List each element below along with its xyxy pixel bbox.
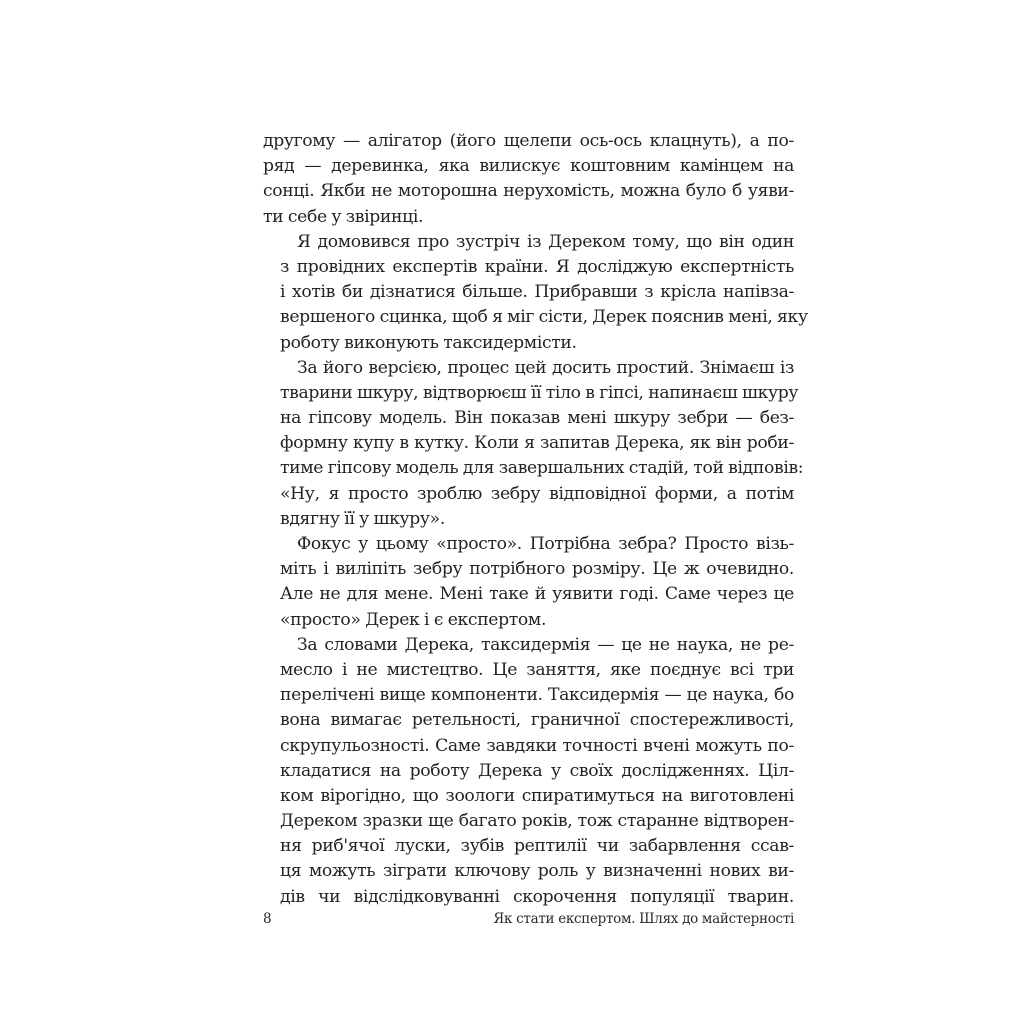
paragraph-2 <box>263 230 808 356</box>
text-line: месло і не мистецтво. Це заняття, яке поєднує всі три <box>280 659 794 680</box>
text-line: сонці. Якби не моторошна нерухомість, можна було б уяви- <box>263 181 794 202</box>
paragraph-5 <box>263 633 794 910</box>
text-line: ряд — деревинка, яка вилискує коштовним камінцем на <box>263 156 794 177</box>
text-line: тварини шкуру, відтворюєш її тіло в гіпсі, напинаєш шкуру <box>280 382 799 403</box>
text-line: другому — алігатор (його щелепи ось-ось клацнуть), а по- <box>263 131 794 151</box>
text-line: роботу виконують таксидермісти. <box>280 332 577 353</box>
paragraph-3 <box>263 356 804 532</box>
text-line: ти себе у звіринці. <box>263 206 424 227</box>
text-line: Але не для мене. Мені таке й уявити годі. Саме через це <box>280 584 794 605</box>
body-text <box>263 129 808 910</box>
text-line: ня риб'ячої луски, зубів рептилії чи забарвлення ссав- <box>280 836 794 857</box>
text-line: з провідних експертів країни. Я досліджую експертність <box>280 256 794 277</box>
text-line: вдягну її у шкуру». <box>280 508 445 529</box>
text-line: скрупульозності. Саме завдяки точності вчені можуть по- <box>280 735 794 756</box>
text-line: За словами Дерека, таксидермія — це не наука, не ре- <box>297 634 794 655</box>
text-line: За його версією, процес цей досить простий. Знімаєш із <box>297 357 794 378</box>
text-line: дів чи відслідковуванні скорочення популяції тварин. <box>280 886 794 907</box>
paragraph-1 <box>263 129 794 230</box>
text-line: Фокус у цьому «просто». Потрібна зебра? Просто візь- <box>297 534 794 554</box>
text-line: перелічені вище компоненти. Таксидермія — це наука, бо <box>280 685 794 706</box>
page-footer <box>263 911 794 927</box>
book-page <box>263 129 808 910</box>
text-line: кладатися на роботу Дерека у своїх дослідженнях. Ціл- <box>280 760 794 781</box>
page-number: 8 <box>263 911 272 927</box>
text-line: вона вимагає ретельності, граничної спостережливості, <box>280 710 794 731</box>
paragraph-4 <box>263 532 794 633</box>
text-line: тиме гіпсову модель для завершальних стадій, той відповів: <box>280 458 804 479</box>
text-line: і хотів би дізнатися більше. Прибравши з крісла напівза- <box>280 282 794 303</box>
running-title: Як стати експертом. Шлях до майстерності <box>493 911 794 927</box>
text-line: ця можуть зіграти ключову роль у визначенні нових ви- <box>280 861 794 882</box>
text-line: вершеного сцинка, щоб я міг сісти, Дерек пояснив мені, яку <box>280 307 808 328</box>
text-line: Я домовився про зустріч із Дереком тому, що він один <box>297 231 794 252</box>
text-line: Дереком зразки ще багато років, тож старанне відтворен- <box>280 811 794 832</box>
text-line: «Ну, я просто зроблю зебру відповідної форми, а потім <box>280 483 794 504</box>
text-line: на гіпсову модель. Він показав мені шкуру зебри — без- <box>280 408 794 429</box>
text-line: «просто» Дерек і є експертом. <box>280 609 547 630</box>
text-line: формну купу в кутку. Коли я запитав Дерека, як він роби- <box>280 433 794 454</box>
text-line: міть і виліпіть зебру потрібного розміру. Це ж очевидно. <box>280 559 794 580</box>
text-line: ком вірогідно, що зоологи спиратимуться на виготовлені <box>280 785 794 806</box>
